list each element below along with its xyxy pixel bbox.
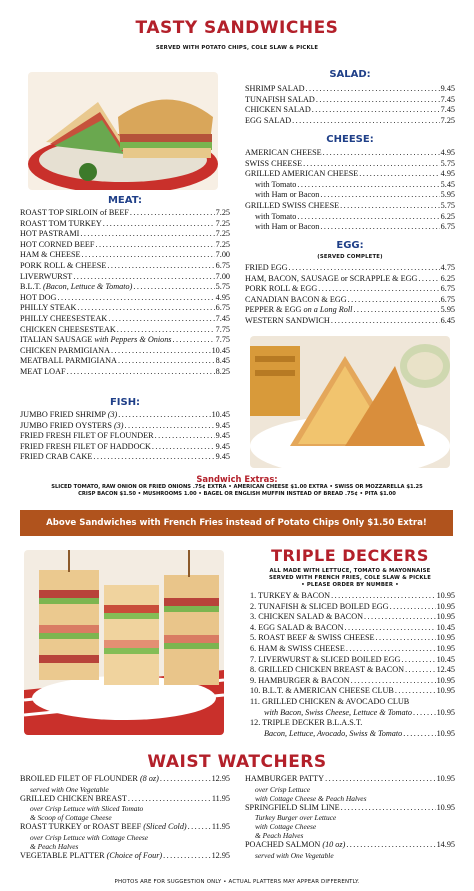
item-price: 10.45 [211,345,230,355]
triple-sub-2: SERVED WITH FRENCH FRIES, COLE SLAW & PICKLE [268,575,432,581]
menu-item-blt [20,282,230,293]
item-price: 6.75 [440,222,455,232]
item-price: 14.95 [436,840,455,850]
waist-watchers-heading: WAIST WATCHERS [147,752,327,772]
item-name: CHICKEN SALAD & BACON [258,612,364,622]
item-price: 4.95 [440,148,455,157]
item-price: 10.95 [436,728,455,738]
item-name: HAM & CHEESE [20,250,81,260]
item-note: served with One Vegetable [255,850,334,860]
item-name: GRILLED CHICKEN BREAST [20,793,127,803]
menu-item-egg-salad [245,116,455,127]
banner-text: Above Sandwiches with French Fries instead of Potato Chips Only $1.50 Extra! [46,518,427,528]
item-price: 4.95 [440,169,455,179]
item-name: ITALIAN SAUSAGE [20,335,93,345]
footer-disclaimer: PHOTOS ARE FOR SUGGESTION ONLY • ACTUAL PLATTERS MAY APPEAR DIFFERENTLY. [114,879,360,885]
item-name: LIVERWURST [20,271,73,281]
item-number: 4. [250,622,257,632]
item-price: 12.95 [211,774,230,783]
item-price: 7.25 [215,208,230,217]
item-name: FRIED FRESH FILET OF FLOUNDER [20,431,154,441]
item-price: 7.00 [215,271,230,281]
item-price: 10.95 [436,707,455,717]
item-name: TURKEY & BACON [258,591,331,600]
item-note: (3) [113,420,124,430]
triple-item-12-note [250,729,455,740]
item-note: with Cottage Cheese [255,822,317,832]
waist-item-poached-salmon [245,840,455,851]
item-price: 12.45 [436,665,455,675]
item-inline-note: (Sliced Cold) [143,822,187,832]
sandwich-extras [0,474,474,499]
triple-item-7 [250,655,455,666]
menu-item-tunafish-salad [245,95,455,106]
item-price: 5.95 [440,305,455,315]
sandwich-photo-image [28,72,218,190]
french-fries-banner [20,510,453,536]
menu-item-philly-cheesesteak [20,314,230,325]
item-note: served with One Vegetable [30,784,109,794]
item-name: MEAT LOAF [20,366,66,376]
item-name: TRIPLE DECKER B.L.A.S.T. [262,718,363,728]
item-price: 6.75 [440,294,455,304]
item-number: 5. [250,633,257,643]
triple-sub-1: ALL MADE WITH LETTUCE, TOMATO & MAYONNAISE [269,568,431,574]
item-price: 10.95 [436,686,455,696]
menu-item-chicken-salad [245,105,455,116]
item-number: 9. [250,675,257,685]
item-number: 6. [250,643,257,653]
triple-item-3 [250,612,455,623]
waist-item-grilled-chicken [20,794,230,805]
triple-decker-image [24,550,224,735]
item-price: 7.00 [215,250,230,260]
item-name: ROAST BEEF & SWISS CHEESE [258,633,375,643]
waist-right-list [245,774,455,860]
menu-item-fried-egg [245,263,455,274]
item-note: & Peach Halves [255,831,304,841]
triple-item-4 [250,623,455,634]
triple-list [250,591,455,739]
menu-subitem-with-tomato [245,212,455,223]
item-price: 10.45 [436,622,455,632]
egg-heading: EGG: [336,240,364,251]
item-note: & Scoop of Cottage Cheese [30,813,112,823]
item-name: JUMBO FRIED SHRIMP [20,410,106,419]
item-inline-note: (8 oz) [139,774,159,783]
item-note: (Bacon, Lettuce & Tomato) [43,282,133,292]
item-price: 7.75 [215,335,230,345]
menu-item-chicken-cheesesteak [20,325,230,336]
menu-item-american-cheese [245,148,455,159]
item-number: 11. [250,696,260,706]
menu-item-shrimp-salad [245,84,455,95]
item-name: with Ham or Bacon [255,190,320,200]
item-name: TUNAFISH SALAD [245,94,315,104]
menu-item-pork-roll-egg [245,284,455,295]
item-price: 6.25 [440,273,455,283]
item-note: (3) [107,410,118,419]
item-name: HOT CORNED BEEF [20,239,95,249]
item-price: 7.75 [215,324,230,334]
item-name: FRIED EGG [245,263,288,272]
menu-item-grilled-american [245,169,455,180]
item-price: 9.45 [215,420,230,430]
item-name: LIVERWURST & SLICED BOILED EGG [258,654,401,664]
menu-subitem-with-ham-bacon [245,190,455,201]
menu-item-swiss-cheese [245,159,455,170]
item-name: HOT DOG [20,292,57,302]
item-name: CANADIAN BACON & EGG [245,294,347,304]
menu-item-pepper-egg [245,305,455,316]
menu-item-hot-dog [20,293,230,304]
item-note: with Peppers & Onions [94,335,172,345]
item-name: HOT PASTRAMI [20,229,80,239]
item-name: B.L.T. [20,282,41,292]
item-name: HAM & SWISS CHEESE [258,643,345,653]
menu-item-fried-shrimp [20,410,230,421]
menu-item-flounder [20,431,230,442]
item-name: CHICKEN SALAD [245,105,311,115]
fish-list [20,410,230,463]
item-price: 10.45 [436,654,455,664]
grilled-cheese-image [250,336,450,468]
triple-item-11 [250,697,455,708]
extras-line-2: CRISP BACON $1.50 • MUSHROOMS 1.00 • BAGEL OR ENGLISH MUFFIN INSTEAD OF BREAD .75¢ • PITA $1.00 [78,491,396,498]
triple-item-10 [250,686,455,697]
meat-heading: MEAT: [107,195,143,206]
item-number: 8. [250,665,257,675]
triple-item-9 [250,676,455,687]
sandwich-photo [28,72,218,190]
triple-item-5 [250,633,455,644]
item-name: PEPPER & EGG [245,305,302,315]
menu-item-haddock [20,442,230,453]
item-name: B.L.T. & AMERICAN CHEESE CLUB [262,686,394,696]
cheese-list [245,148,455,233]
item-note: with Bacon, Swiss Cheese, Lettuce & Tomato [264,707,412,717]
meat-list [20,208,230,378]
item-name: SPRINGFIELD SLIM LINE [245,802,340,812]
item-name: ROAST TOP SIRLOIN of BEEF [20,208,129,217]
item-name: SWISS CHEESE [245,158,303,168]
item-name: ROAST TURKEY or ROAST BEEF [20,822,142,832]
cheese-heading: CHEESE: [326,134,374,145]
item-price: 9.45 [215,431,230,441]
item-price: 7.45 [215,313,230,323]
triple-item-6 [250,644,455,655]
item-name: GRILLED AMERICAN CHEESE [245,169,359,179]
page-subtitle: SERVED WITH POTATO CHIPS, COLE SLAW & PICKLE [155,45,319,51]
item-name: EGG SALAD [245,115,292,125]
item-price: 7.25 [440,115,455,125]
salad-heading: SALAD: [329,69,371,80]
item-name: with Ham or Bacon [255,222,320,232]
menu-item-italian-sausage [20,335,230,346]
item-name: VEGETABLE PLATTER [20,850,105,860]
item-name: PORK ROLL & EGG [245,284,318,294]
item-note: Bacon, Lettuce, Avocado, Swiss & Tomato [264,728,403,738]
item-name: EGG SALAD & BACON [258,622,344,632]
item-name: HAM, BACON, SAUSAGE or SCRAPPLE & EGG [245,273,418,283]
menu-item-grilled-swiss [245,201,455,212]
page-title: TASTY SANDWICHES [135,18,339,38]
grilled-cheese-photo [250,336,450,468]
item-name: GRILLED CHICKEN BREAST & BACON [258,665,405,675]
item-price: 5.75 [440,200,455,210]
menu-item-hot-corned-beef [20,240,230,251]
waist-item-flounder [20,774,230,785]
item-price: 11.95 [211,793,230,803]
item-note: & Peach Halves [30,841,79,851]
item-number: 3. [250,612,257,622]
item-price: 10.95 [436,633,455,643]
item-name: TUNAFISH & SLICED BOILED EGG [258,601,389,611]
item-name: HAMBURGER & BACON [258,675,350,685]
item-price: 11.95 [211,822,230,832]
item-name: PHILLY CHEESESTEAK [20,313,108,323]
item-price: 9.45 [440,84,455,93]
menu-item-meat-loaf [20,367,230,378]
triple-item-1 [250,591,455,602]
fish-heading: FISH: [109,397,141,408]
item-price: 6.75 [440,284,455,294]
item-price: 8.45 [215,356,230,366]
menu-item-ham-cheese [20,250,230,261]
item-price: 9.45 [215,452,230,462]
item-note: over Crisp Lettuce with Cottage Cheese [30,832,149,842]
egg-list [245,263,455,327]
waist-item-roast-turkey-beef [20,822,230,833]
extras-heading: Sandwich Extras: [196,474,278,484]
triple-item-11-note [250,708,455,719]
item-number: 10. [250,686,261,696]
item-number: 7. [250,654,257,664]
triple-deckers-heading: TRIPLE DECKERS [271,546,429,565]
item-price: 10.95 [436,643,455,653]
item-note: on a Long Roll [303,305,353,315]
salad-list [245,84,455,126]
waist-item-springfield-slim-line [245,803,455,814]
menu-item-fried-oysters [20,421,230,432]
item-price: 10.95 [436,591,455,600]
triple-item-8 [250,665,455,676]
item-inline-note: (10 oz) [322,840,346,850]
item-price: 5.75 [215,282,230,292]
extras-line-1: SLICED TOMATO, RAW ONION OR FRIED ONIONS .75¢ EXTRA • AMERICAN CHEESE $1.00 EXTRA • SWISS OR MOZZARELLA $1.25 [51,484,423,490]
item-name: ROAST TOM TURKEY [20,218,102,228]
menu-item-canadian-bacon-egg [245,295,455,306]
menu-item-roast-turkey [20,219,230,230]
menu-item-ham-bacon-egg [245,274,455,285]
item-price: 10.95 [436,675,455,685]
waist-item-vegetable-platter [20,851,230,862]
menu-item-pork-roll-cheese [20,261,230,272]
item-note: with Cottage Cheese & Peach Halves [255,793,367,803]
item-price: 10.95 [436,802,455,812]
item-name: FRIED CRAB CAKE [20,452,93,462]
triple-item-12 [250,718,455,729]
item-name: PORK ROLL & CHEESE [20,260,107,270]
menu-item-western-sandwich [245,316,455,327]
item-price: 5.45 [440,179,455,189]
item-name: AMERICAN CHEESE [245,148,322,157]
item-number: 12. [250,718,261,728]
item-price: 10.95 [436,612,455,622]
menu-item-chicken-parmigiana [20,346,230,357]
item-price: 10.95 [436,601,455,611]
item-price: 10.45 [211,410,230,419]
item-price: 4.75 [440,263,455,272]
menu-item-meatball-parmigiana [20,356,230,367]
item-name: JUMBO FRIED OYSTERS [20,420,112,430]
item-number: 1. [250,591,257,600]
item-price: 7.25 [215,239,230,249]
menu-item-hot-pastrami [20,229,230,240]
item-price: 8.25 [215,366,230,376]
item-price: 5.75 [440,158,455,168]
item-price: 6.25 [440,211,455,221]
item-price: 6.75 [215,303,230,313]
item-name: with Tomato [255,211,297,221]
item-price: 6.75 [215,260,230,270]
item-note: over Crisp Lettuce [255,784,311,794]
item-price: 7.45 [440,94,455,104]
item-name: GRILLED SWISS CHEESE [245,200,340,210]
menu-item-liverwurst [20,272,230,283]
egg-subheading: (SERVED COMPLETE) [317,254,383,260]
item-price: 7.45 [440,105,455,115]
item-name: CHICKEN PARMIGIANA [20,345,110,355]
item-name: CHICKEN CHEESESTEAK [20,324,116,334]
item-inline-note: (Choice of Four) [106,850,163,860]
menu-item-crab-cake [20,452,230,463]
item-name: GRILLED CHICKEN & AVOCADO CLUB [261,696,410,706]
triple-decker-photo [24,550,224,735]
waist-item-hamburger-patty [245,774,455,785]
item-price: 12.95 [211,850,230,860]
item-price: 7.25 [215,218,230,228]
item-price: 7.25 [215,229,230,239]
item-note: over Crisp Lettuce with Sliced Tomato [30,804,144,814]
item-name: with Tomato [255,179,297,189]
item-note: Turkey Burger over Lettuce [255,813,337,823]
triple-sub-3: • PLEASE ORDER BY NUMBER • [301,582,399,588]
item-price: 9.45 [215,441,230,451]
menu-subitem-with-ham-bacon [245,222,455,233]
menu-item-philly-steak [20,303,230,314]
item-number: 2. [250,601,257,611]
item-name: SHRIMP SALAD [245,84,305,93]
menu-item-roast-sirloin [20,208,230,219]
item-name: FRIED FRESH FILET OF HADDOCK [20,441,151,451]
item-name: BROILED FILET OF FLOUNDER [20,774,138,783]
item-price: 10.95 [436,774,455,783]
menu-subitem-with-tomato [245,180,455,191]
item-price: 4.95 [215,292,230,302]
waist-left-list [20,774,230,861]
item-name: WESTERN SANDWICH [245,315,330,325]
item-price: 6.45 [440,315,455,325]
item-name: POACHED SALMON [245,840,321,850]
item-name: HAMBURGER PATTY [245,774,325,783]
item-name: MEATBALL PARMIGIANA [20,356,117,366]
item-price: 5.95 [440,190,455,200]
item-name: PHILLY STEAK [20,303,77,313]
triple-item-2 [250,602,455,613]
